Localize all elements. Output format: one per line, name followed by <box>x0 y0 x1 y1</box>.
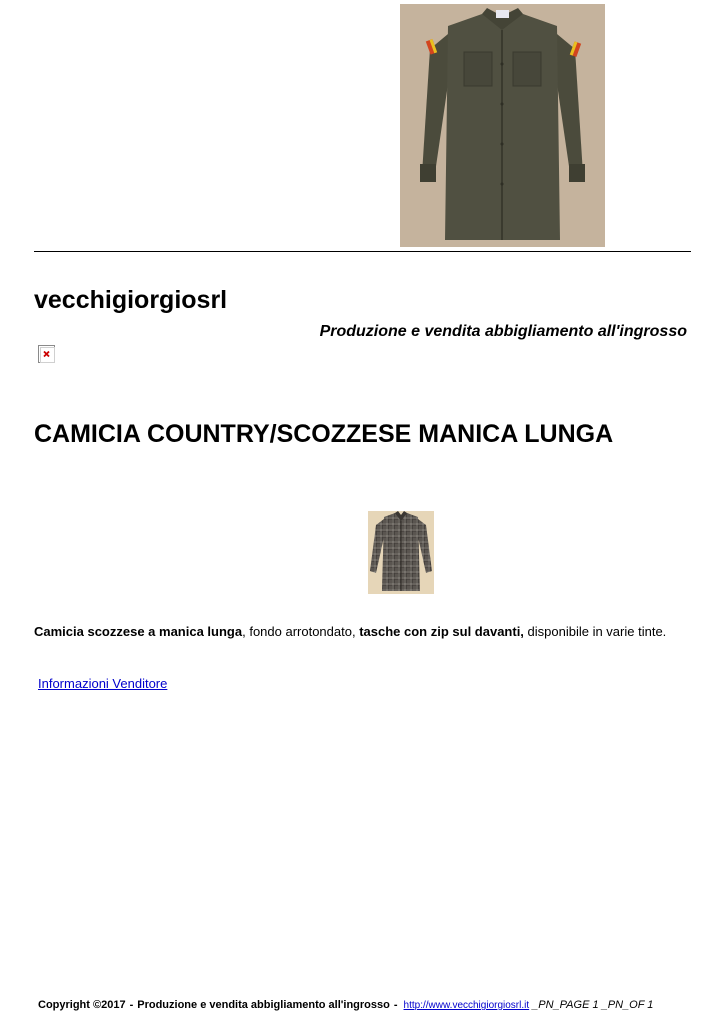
footer-site-link[interactable]: http://www.vecchigiorgiosrl.it <box>403 1000 530 1011</box>
description-text-2: disponibile in varie tinte. <box>523 624 667 639</box>
seller-info-link[interactable]: Informazioni Venditore <box>38 676 168 691</box>
site-tagline: Produzione e vendita abbigliamento all'ingrosso <box>319 323 687 340</box>
header-divider <box>34 251 691 252</box>
description-highlight-1: Camicia scozzese a manica lunga <box>34 624 243 639</box>
site-name: vecchigiorgiosrl <box>34 286 228 314</box>
footer-copyright: Copyright ©2017 <box>38 999 126 1011</box>
footer-separator-2: - <box>393 999 398 1011</box>
footer-tagline: Produzione e vendita abbigliamento all'ingrosso <box>137 999 390 1011</box>
product-title: CAMICIA COUNTRY/SCOZZESE MANICA LUNGA <box>34 420 614 448</box>
description-highlight-2: tasche con zip sul davanti, <box>359 624 524 639</box>
footer-page-marker: _PN_PAGE 1 _PN_OF 1 <box>532 999 654 1011</box>
broken-image-icon <box>38 345 56 364</box>
plaid-shirt-photo <box>368 511 434 594</box>
description-text-1: , fondo arrotondato, <box>242 624 360 639</box>
footer-separator: - <box>129 999 134 1011</box>
footer <box>38 998 653 1013</box>
military-shirt-photo <box>400 4 605 247</box>
product-description <box>34 622 674 641</box>
